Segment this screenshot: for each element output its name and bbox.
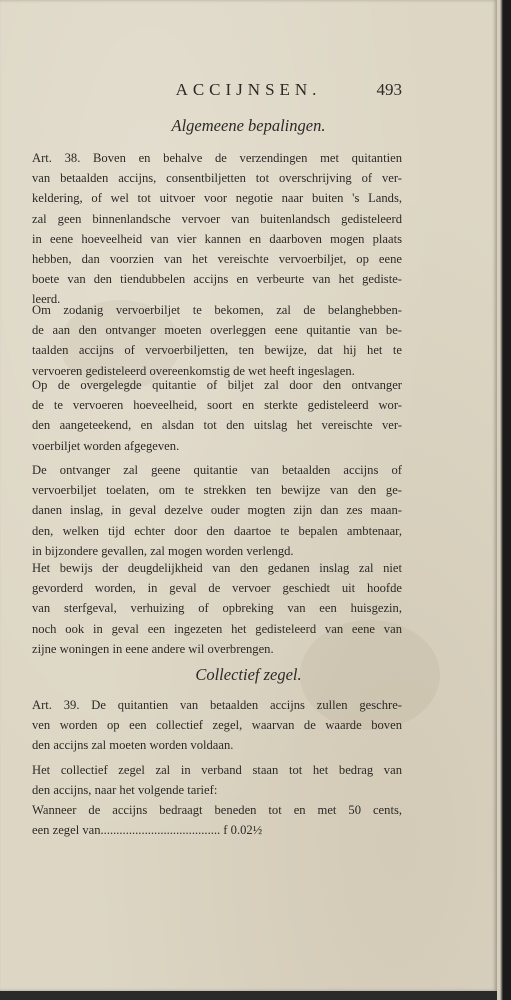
text-line: den, welken tijd echter door den daartoe te bepalen ambtenaar,: [32, 523, 402, 538]
page-number: 493: [376, 80, 402, 99]
text-line: de te vervoeren hoeveelheid, soort en sterkte gedisteleerd wor-: [32, 398, 402, 413]
text-line: noch ook in geval een ingezeten het gedisteleerd van eene van: [32, 621, 402, 636]
section-heading-algemeene-bepalingen: Algemeene bepalingen.: [171, 116, 326, 135]
text-line: zijne woningen in eene andere wil overbrengen.: [32, 641, 274, 656]
text-line: zal geen binnenlandsche vervoer van buitenlandsch gedisteleerd: [32, 211, 402, 226]
text-line: in bijzondere gevallen, zal mogen worden verlengd.: [32, 543, 294, 558]
text-line: taalden accijns of vervoerbiljetten, ten bewijze, dat hij het te: [32, 343, 402, 358]
text-line: Art. 39. De quitantien van betaalden accijns zullen geschre-: [32, 698, 402, 712]
paragraph-quitantie: [32, 375, 402, 456]
paragraph-bewijs: [32, 558, 402, 659]
text-line: vervoerbiljet toelaten, om te strekken ten bewijze van den ge-: [32, 483, 402, 498]
text-line: gevorderd worden, in geval de vervoer geschiedt uit hoofde: [32, 581, 402, 596]
text-line: Wanneer de accijns bedraagt beneden tot en met 50 cents,: [32, 803, 402, 817]
text-line: boete van den tiendubbelen accijns en verbeurte van het gediste-: [32, 272, 402, 287]
text-line: vervoeren gedisteleerd overeenkomstig de wet heeft ingeslagen.: [32, 363, 355, 378]
text-line: Art. 38. Boven en behalve de verzendingen met quitantien: [32, 151, 402, 165]
text-line: den accijns zal moeten worden voldaan.: [32, 738, 234, 753]
text-line: in eene hoeveelheid van vier kannen en daarboven mogen plaats: [32, 231, 402, 246]
paragraph-art-38: [32, 148, 402, 310]
text-line: Het collectief zegel zal in verband staan tot het bedrag van: [32, 763, 402, 777]
text-line: voerbiljet worden afgegeven.: [32, 438, 180, 453]
section-heading-collectief-zegel: Collectief zegel.: [195, 665, 302, 684]
text-line: den accijns, naar het volgende tarief:: [32, 783, 218, 798]
paragraph-art-39: [32, 695, 402, 756]
text-line: van sterfgeval, verhuizing of opbreking van een huisgezin,: [32, 601, 402, 616]
text-line: keldering, of wel tot uitvoer voor negotie naar buiten 's Lands,: [32, 191, 402, 206]
page-header: [0, 80, 497, 106]
paragraph-tarief: [32, 760, 402, 800]
text-line: de aan den ontvanger moeten overleggen eene quitantie van be-: [32, 323, 402, 338]
paragraph-vervoerbiljet: [32, 300, 402, 381]
text-line: danen inslag, in geval dezelve ouder mogten zijn dan zes maan-: [32, 503, 402, 518]
text-line: hebben, dan voorzien van het vereischte vervoerbiljet, op eene: [32, 252, 402, 267]
text-line: een zegel van...................................... f 0.02½: [32, 823, 263, 838]
text-line: van betaalden accijns, consentbiljetten tot overschrijving of ver-: [32, 171, 402, 186]
paragraph-ontvanger: [32, 460, 402, 561]
text-line: Het bewijs der deugdelijkheid van den gedanen inslag zal niet: [32, 561, 402, 575]
text-line: De ontvanger zal geene quitantie van betaalden accijns of: [32, 463, 402, 477]
text-line: leerd.: [32, 292, 61, 307]
running-head: ACCIJNSEN.: [175, 80, 322, 99]
text-line: Op de overgelegde quitantie of biljet zal door den ontvanger: [32, 378, 402, 392]
text-line: den aangeteekend, en alsdan tot den uitslag het vereischte ver-: [32, 418, 402, 433]
text-line: ven worden op een collectief zegel, waarvan de waarde boven: [32, 718, 402, 733]
text-line: Om zodanig vervoerbiljet te bekomen, zal de belanghebben-: [32, 303, 402, 317]
tariff-entry: [32, 800, 402, 840]
